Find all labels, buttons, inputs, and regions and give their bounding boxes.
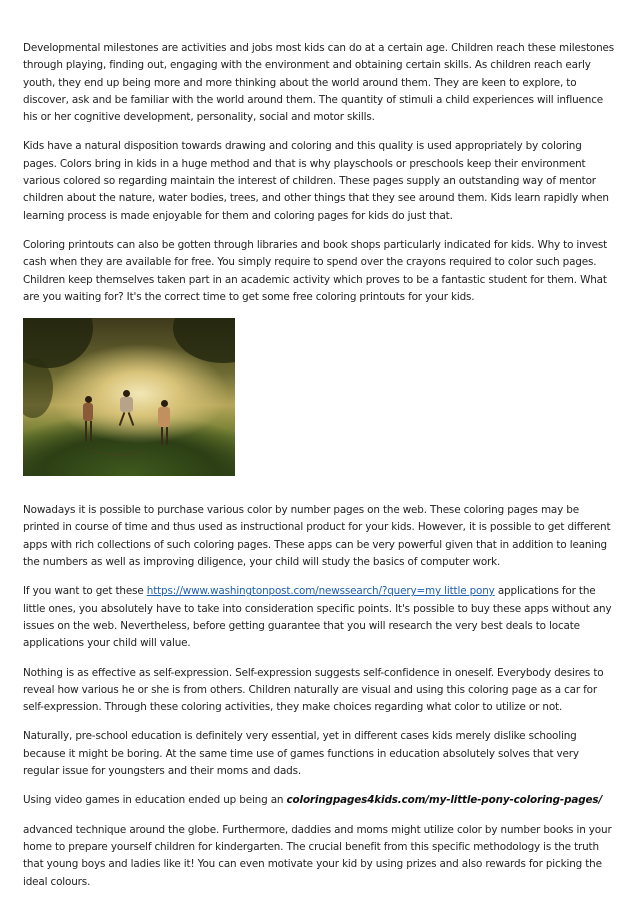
paragraph-applications <box>23 583 618 652</box>
paragraph-applications-text-start: If you want to get these <box>23 585 147 598</box>
coloringpages-url-text: coloringpages4kids.com/my-little-pony-coloring-pages/ <box>286 794 603 807</box>
paragraph-self-expression: Nothing is as effective as self-expression. Self-expression suggests self-confidence in oneself. Everybody desires to reveal how various he or she is from others. Children naturally are visual and using this coloring page as a car for self-expression. Through these coloring activities, they make choices regarding what color to utilize or not. <box>23 666 604 714</box>
washingtonpost-search-link[interactable]: https://www.washingtonpost.com/newssearch/?query=my little pony <box>146 585 495 598</box>
paragraph-coloring-printouts: Coloring printouts can also be gotten through libraries and book shops particularly indicated for kids. Why to invest cash when they are available for free. You simply require to spend over the crayons required to color such pages. Children keep themselves taken part in an academic activity which proves to be a fantastic student for them. What are you waiting for? It's the correct time to get some free coloring printouts for your kids. <box>23 238 608 303</box>
paragraph-video-games <box>23 792 618 809</box>
paragraph-color-by-number: Nowadays it is possible to purchase various color by number pages on the web. These coloring pages may be printed in course of time and thus used as instructional product for your kids. However, it is possible to get different apps with rich collections of such coloring pages. These apps can be very powerful given that in addition to leaning the numbers as well as improving diligence, your child will study the basics of computer work. <box>23 504 611 569</box>
paragraph-applications-text-end: applications for the little ones, you absolutely have to take into consideration specific points. It's possible to buy these apps without any issues on the web. Nevertheless, before getting guarantee that you will research the very best deals to locate applications your child will value. <box>23 585 612 650</box>
paragraph-pre-school: Naturally, pre-school education is definitely very essential, yet in different cases kids merely dislike schooling because it might be boring. At the same time use of games functions in education absolutely solves that very regular issue for youngsters and their moms and dads. <box>23 730 579 778</box>
paragraph-natural-disposition: Kids have a natural disposition towards drawing and coloring and this quality is used appropriately by coloring pages. Colors bring in kids in a huge method and that is why playschools or preschools keep their environment various colored so regarding maintain the interest of children. These pages supply an outstanding way of mentor children about the nature, water bodies, trees, and other things that they see around them. Kids learn rapidly when learning process is made enjoyable for them and coloring pages for kids do just that. <box>23 140 609 222</box>
paragraph-video-games-text: Using video games in education ended up being an <box>23 794 287 807</box>
paragraph-developmental-milestones: Developmental milestones are activities and jobs most kids can do at a certain age. Children reach these milestones through playing, finding out, engaging with the environment and obtaining certain skills. As children reach early youth, they end up being more and more thinking about the world around them. They are keen to explore, to discover, ask and be familiar with the world around them. The quantity of stimuli a child experiences will influence his or her cognitive development, personality, social and motor skills. <box>23 42 615 124</box>
children-playing-photo <box>23 318 235 476</box>
paragraph-advanced-technique: advanced technique around the globe. Furthermore, daddies and moms might utilize color by number books in your home to prepare yourself children for kindergarten. The crucial benefit from this specific methodology is the truth that young boys and ladies like it! You can even motivate your kid by using prizes and also rewards for picking the ideal colours. <box>23 823 612 888</box>
